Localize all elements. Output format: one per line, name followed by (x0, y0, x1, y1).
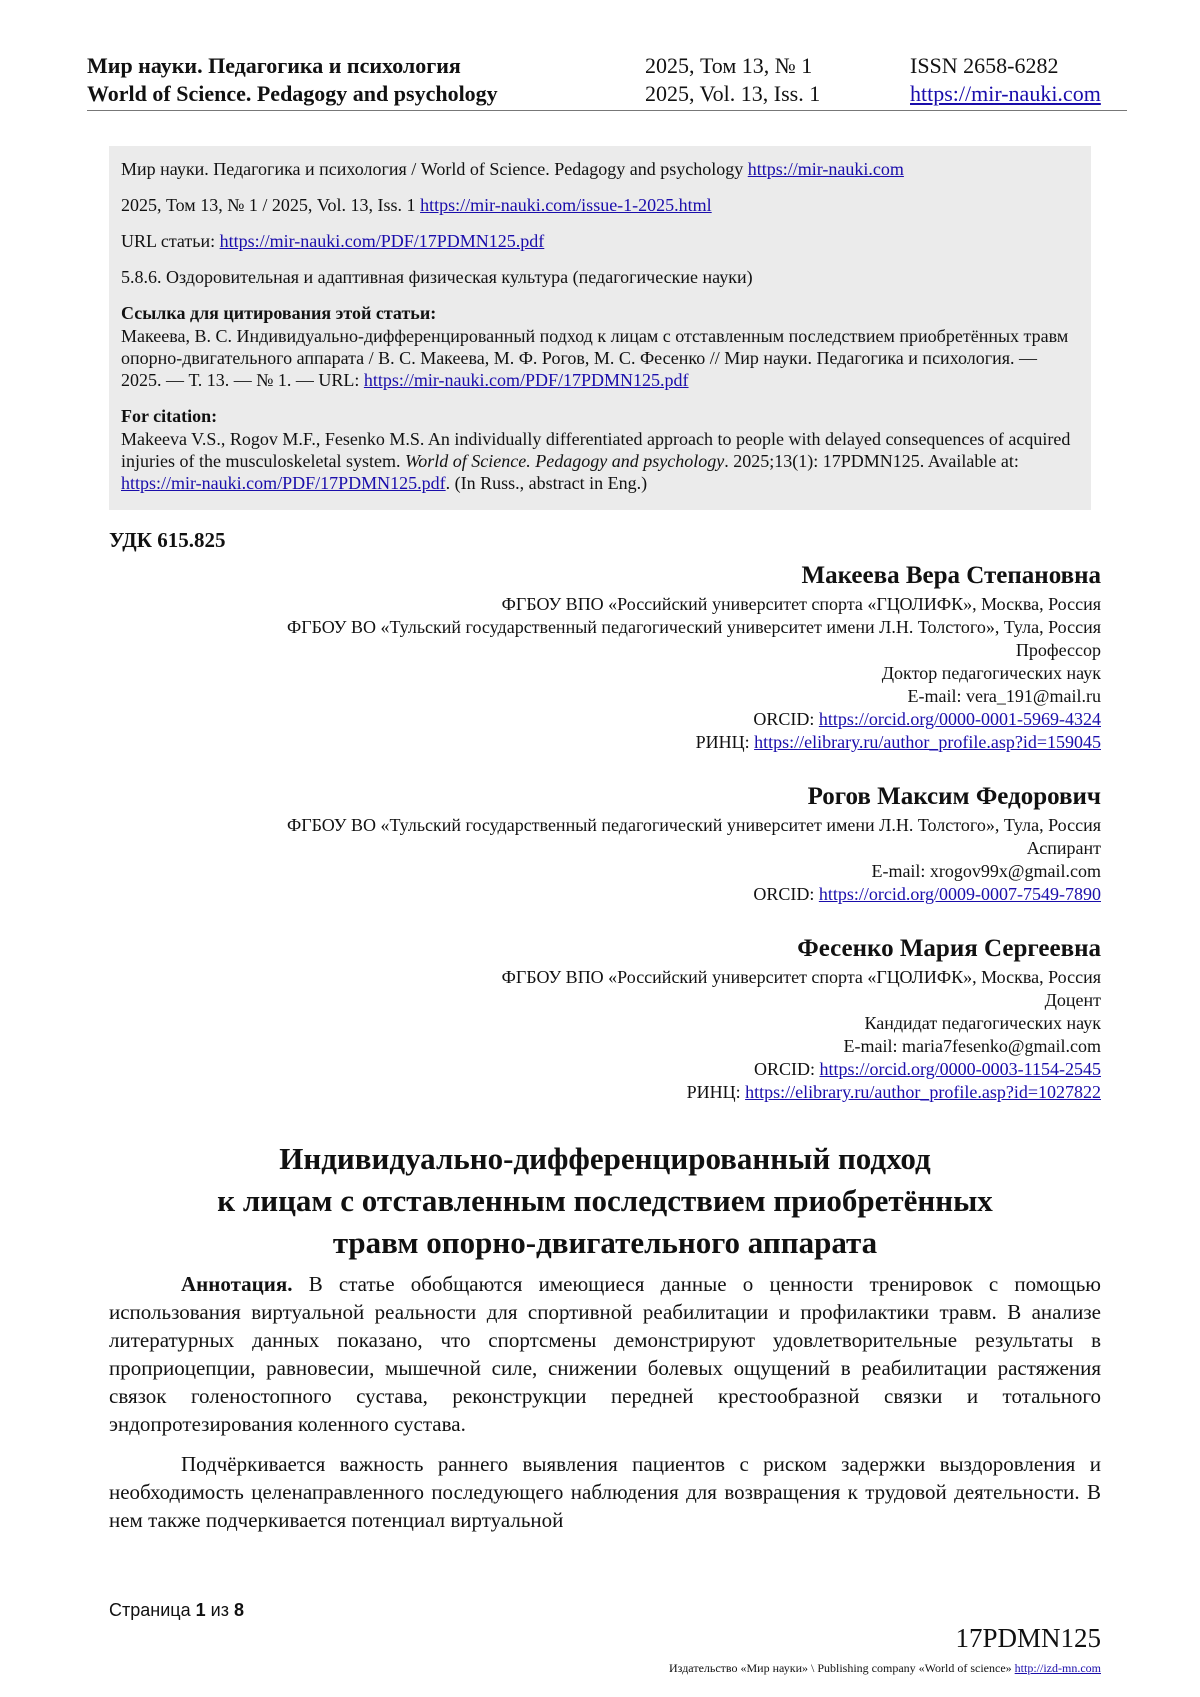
author-block (109, 561, 1101, 754)
author-affiliation: ФГБОУ ВПО «Российский университет спорта «ГЦОЛИФК», Москва, Россия (501, 967, 1101, 987)
author-email: E-mail: xrogov99x@gmail.com (871, 861, 1101, 881)
orcid-link[interactable]: https://orcid.org/0000-0001-5969-4324 (818, 709, 1101, 729)
citation-ru-heading: Ссылка для цитирования этой статьи: (121, 303, 437, 323)
author-affiliation: ФГБОУ ВО «Тульский государственный педагогический университет имени Л.Н. Толстого», Тула, Россия (286, 617, 1101, 637)
orcid-link[interactable]: https://orcid.org/0009-0007-7549-7890 (818, 884, 1101, 904)
rinc-link[interactable]: https://elibrary.ru/author_profile.asp?id=1027822 (745, 1082, 1101, 1102)
author-orcid: ORCID: https://orcid.org/0000-0003-1154-2545 (754, 1059, 1101, 1079)
citation-en-heading: For citation: (121, 406, 218, 426)
author-position: Доцент (1044, 990, 1101, 1010)
info-article-link[interactable]: https://mir-nauki.com/PDF/17PDMN125.pdf (219, 231, 545, 251)
author-degree: Кандидат педагогических наук (864, 1013, 1101, 1033)
abstract (109, 1270, 1101, 1546)
udk-code: УДК 615.825 (109, 528, 226, 552)
citation-en-link[interactable]: https://mir-nauki.com/PDF/17PDMN125.pdf (121, 473, 446, 493)
page-number: Страница 1 из 8 (109, 1600, 244, 1620)
issue-ru: 2025, Том 13, № 1 (645, 53, 813, 78)
citation-ru-link[interactable]: https://mir-nauki.com/PDF/17PDMN125.pdf (363, 370, 689, 390)
info-journal-link[interactable]: https://mir-nauki.com (747, 159, 904, 179)
journal-title-ru: Мир науки. Педагогика и психология (87, 53, 461, 78)
article-code: 17PDMN125 (955, 1623, 1101, 1653)
author-orcid: ORCID: https://orcid.org/0009-0007-7549-7890 (753, 884, 1101, 904)
article-info-box (109, 146, 1091, 510)
publisher-line: Издательство «Мир науки» \ Publishing company «World of science» http://izd-mn.com (669, 1661, 1101, 1675)
article-title: Индивидуально-дифференцированный подход к лицам с отставленным последствием приобретённых травм опорно-двигательного аппарата (217, 1141, 993, 1260)
journal-site-link[interactable]: https://mir-nauki.com (910, 81, 1101, 106)
orcid-link[interactable]: https://orcid.org/0000-0003-1154-2545 (819, 1059, 1101, 1079)
author-affiliation: ФГБОУ ВПО «Российский университет спорта «ГЦОЛИФК», Москва, Россия (501, 594, 1101, 614)
author-block (109, 782, 1101, 906)
info-journal-line: Мир науки. Педагогика и психология / World of Science. Pedagogy and psychology https://mir-nauki.com (121, 159, 904, 179)
author-orcid: ORCID: https://orcid.org/0000-0001-5969-4324 (753, 709, 1101, 729)
journal-title-en: World of Science. Pedagogy and psychology (87, 81, 498, 106)
abstract-label: Аннотация. (181, 1272, 293, 1296)
citation-ru: Макеева, В. С. Индивидуально-дифференцированный подход к лицам с отставленным последствием приобретённых травм опорно-двигательного аппарата / В. С. Макеева, М. Ф. Рогов, М. С. Фесенко // Мир науки. Педагогика и психология. — 2025. — Т. 13. — № 1. — URL: https://mir-nauki.com/PDF/17PDMN125.pdf (121, 326, 1069, 390)
author-email: E-mail: maria7fesenko@gmail.com (843, 1036, 1101, 1056)
author-position: Профессор (1015, 640, 1101, 660)
info-issue-line: 2025, Том 13, № 1 / 2025, Vol. 13, Iss. 1 https://mir-nauki.com/issue-1-2025.html (121, 195, 712, 215)
issue-en: 2025, Vol. 13, Iss. 1 (645, 81, 821, 106)
author-name: Макеева Вера Степановна (801, 562, 1101, 589)
abstract-paragraph: Аннотация. В статье обобщаются имеющиеся данные о ценности тренировок с помощью использования виртуальной реальности для спортивной реабилитации и профилактики травм. В анализе литературных данных показано, что спортсмены демонстрируют удовлетворительные результаты в проприоцепции, равновесии, мышечной силе, снижении болевых ощущений в реабилитации растяжения связок голеностопного сустава, реконструкции передней крестообразной связки и тотального эндопротезирования коленного сустава. (109, 1272, 1101, 1436)
abstract-paragraph: Подчёркивается важность раннего выявления пациентов с риском задержки выздоровления и необходимость целенаправленного последующего наблюдения для возвращения к трудовой деятельности. В нем также подчеркивается потенциал виртуальной (109, 1452, 1101, 1532)
citation-en: Makeeva V.S., Rogov M.F., Fesenko M.S. An individually differentiated approach to people with delayed consequences of acquired injuries of the musculoskeletal system. World of Science. Pedagogy and psychology. 2025;13(1): 17PDMN125. Available at: https://mir-nauki.com/PDF/17PDMN125.pdf. (In Russ., abstract in Eng.) (121, 429, 1071, 493)
author-name: Рогов Максим Федорович (807, 783, 1101, 810)
author-name: Фесенко Мария Сергеевна (797, 935, 1101, 962)
author-email: E-mail: vera_191@mail.ru (907, 686, 1101, 706)
author-rinc: РИНЦ: https://elibrary.ru/author_profile.asp?id=159045 (695, 732, 1101, 752)
info-issue-link[interactable]: https://mir-nauki.com/issue-1-2025.html (420, 195, 712, 215)
author-block (109, 934, 1101, 1104)
author-rinc: РИНЦ: https://elibrary.ru/author_profile.asp?id=1027822 (686, 1082, 1101, 1102)
author-position: Аспирант (1026, 838, 1101, 858)
info-specialty-line: 5.8.6. Оздоровительная и адаптивная физическая культура (педагогические науки) (121, 267, 753, 287)
header-divider (87, 110, 1127, 111)
rinc-link[interactable]: https://elibrary.ru/author_profile.asp?id=159045 (754, 732, 1101, 752)
author-degree: Доктор педагогических наук (881, 663, 1101, 683)
journal-header (87, 52, 1125, 108)
publisher-link[interactable]: http://izd-mn.com (1014, 1661, 1101, 1675)
info-url-line: URL статьи: https://mir-nauki.com/PDF/17PDMN125.pdf (121, 231, 545, 251)
author-affiliation: ФГБОУ ВО «Тульский государственный педагогический университет имени Л.Н. Толстого», Тула, Россия (286, 815, 1101, 835)
issn: ISSN 2658-6282 (910, 53, 1059, 78)
